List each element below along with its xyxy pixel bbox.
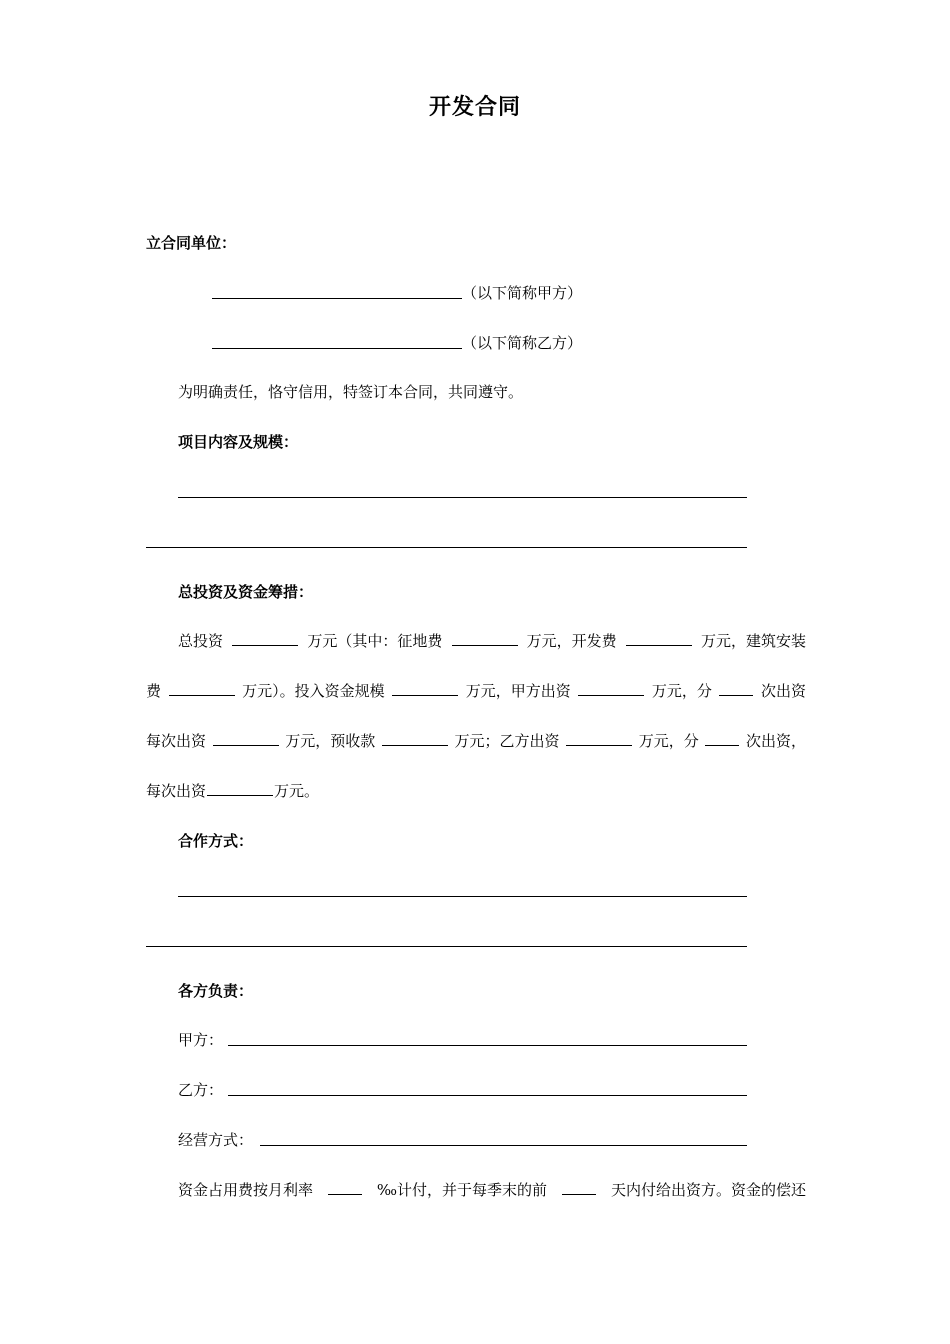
inv-text: 万元，建筑安装 bbox=[700, 632, 806, 650]
inv-text: 每次出资 bbox=[146, 732, 207, 750]
party-a-contribution-blank[interactable] bbox=[578, 681, 644, 696]
investment-line-1 bbox=[178, 631, 806, 651]
party-b-label: 乙方： bbox=[178, 1081, 224, 1099]
inv-text: 次出资 bbox=[760, 682, 806, 700]
inv-text: 万元。 bbox=[274, 782, 320, 800]
party-b-duty-blank[interactable] bbox=[228, 1095, 747, 1096]
construction-fee-blank[interactable] bbox=[169, 681, 235, 696]
investment-line-3 bbox=[146, 731, 806, 751]
days-blank[interactable] bbox=[562, 1180, 596, 1195]
parties-label: 立合同单位： bbox=[146, 234, 237, 252]
inv-text: 万元（其中：征地费 bbox=[307, 632, 443, 650]
party-a-name-blank[interactable] bbox=[212, 298, 462, 299]
project-line-2[interactable] bbox=[146, 547, 747, 548]
monthly-rate-blank[interactable] bbox=[328, 1180, 362, 1195]
responsibility-heading: 各方负责： bbox=[178, 982, 254, 1000]
project-heading: 项目内容及规模： bbox=[178, 433, 299, 451]
total-investment-blank[interactable] bbox=[232, 631, 298, 646]
cooperation-line-1[interactable] bbox=[178, 896, 747, 897]
fee-text: 天内付给出资方。资金的偿还 bbox=[610, 1181, 806, 1199]
investment-line-4 bbox=[146, 781, 950, 801]
fee-text: 资金占用费按月利率 bbox=[178, 1181, 314, 1199]
preamble: 为明确责任，恪守信用，特签订本合同，共同遵守。 bbox=[178, 383, 524, 401]
party-a-duty-blank[interactable] bbox=[228, 1045, 747, 1046]
party-a-each-blank[interactable] bbox=[213, 731, 279, 746]
inv-text: 万元，甲方出资 bbox=[465, 682, 571, 700]
party-b-suffix: （以下简称乙方） bbox=[462, 334, 583, 352]
inv-text: 总投资 bbox=[178, 632, 224, 650]
inv-text: 万元，分 bbox=[651, 682, 712, 700]
capital-scale-blank[interactable] bbox=[392, 681, 458, 696]
operation-blank[interactable] bbox=[260, 1145, 747, 1146]
investment-heading: 总投资及资金筹措： bbox=[178, 583, 314, 601]
party-a-label: 甲方： bbox=[178, 1031, 224, 1049]
inv-text: 万元，分 bbox=[638, 732, 699, 750]
party-b-installments-blank[interactable] bbox=[705, 731, 739, 746]
party-b-each-blank[interactable] bbox=[207, 781, 273, 796]
project-line-1[interactable] bbox=[178, 497, 747, 498]
party-b-contribution-blank[interactable] bbox=[566, 731, 632, 746]
inv-text: 万元；乙方出资 bbox=[454, 732, 560, 750]
cooperation-heading: 合作方式： bbox=[178, 832, 254, 850]
inv-text: 万元）。投入资金规模 bbox=[242, 682, 385, 700]
inv-text: 万元，预收款 bbox=[285, 732, 376, 750]
inv-text: 每次出资 bbox=[146, 782, 207, 800]
fee-line bbox=[178, 1180, 806, 1200]
inv-text: 费 bbox=[146, 682, 162, 700]
investment-line-2 bbox=[146, 681, 806, 701]
cooperation-line-2[interactable] bbox=[146, 946, 747, 947]
development-fee-blank[interactable] bbox=[626, 631, 692, 646]
party-a-installments-blank[interactable] bbox=[719, 681, 753, 696]
page-title: 开发合同 bbox=[428, 95, 521, 120]
party-b-name-blank[interactable] bbox=[212, 348, 462, 349]
land-fee-blank[interactable] bbox=[452, 631, 518, 646]
prepayment-blank[interactable] bbox=[382, 731, 448, 746]
inv-text: 万元，开发费 bbox=[526, 632, 617, 650]
fee-text: ‰计付，并于每季末的前 bbox=[376, 1181, 548, 1199]
inv-text: 次出资， bbox=[745, 732, 806, 750]
party-a-suffix: （以下简称甲方） bbox=[462, 284, 583, 302]
operation-label: 经营方式： bbox=[178, 1131, 254, 1149]
